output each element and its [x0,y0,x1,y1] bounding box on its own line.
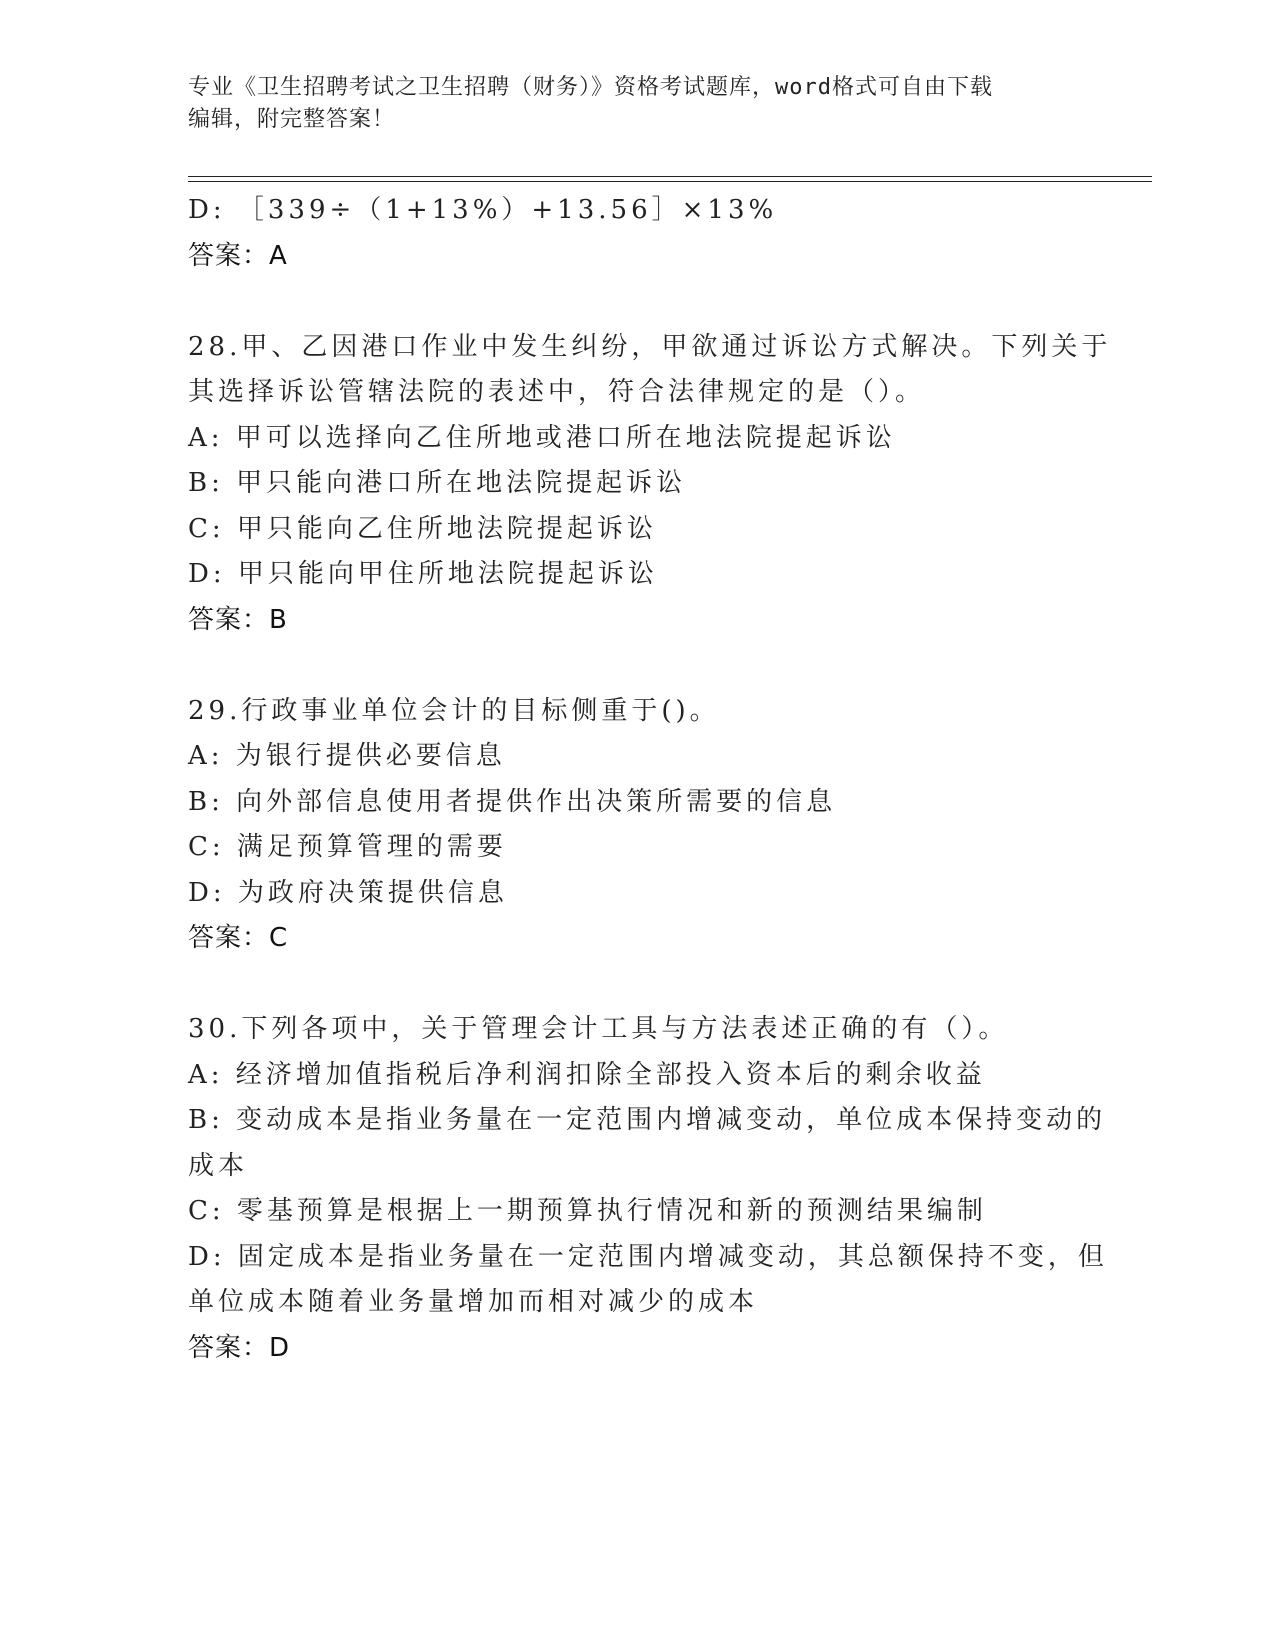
option-a: A: 经济增加值指税后净利润扣除全部投入资本后的剩余收益 [188,1059,986,1090]
option-d: D: 固定成本是指业务量在一定范围内增减变动，其总额保持不变，但 [188,1241,1108,1272]
option-d-continued: 单位成本随着业务量增加而相对减少的成本 [188,1287,759,1317]
spacer [188,962,1088,1008]
option-a: A: 甲可以选择向乙住所地或港口所在地法院提起诉讼 [188,422,896,453]
answer: 答案：B [188,604,288,635]
question-29 [188,689,1088,962]
option-c: C: 零基预算是根据上一期预算执行情况和新的预测结果编制 [188,1196,987,1226]
question-stem: 29.行政事业单位会计的目标侧重于()。 [188,695,720,726]
option-d: D: 为政府决策提供信息 [188,877,508,908]
header-line-2: 编辑，附完整答案！ [188,107,396,132]
option-b: B: 向外部信息使用者提供作出决策所需要的信息 [188,786,837,817]
option-b: B: 甲只能向港口所在地法院提起诉讼 [188,468,687,498]
spacer [188,643,1088,689]
option-c: C: 满足预算管理的需要 [188,832,507,862]
question-stem-continued: 其选择诉讼管辖法院的表述中，符合法律规定的是（）。 [188,377,926,407]
question-stem: 30.下列各项中，关于管理会计工具与方法表述正确的有（）。 [188,1014,1009,1044]
option-d: D: ［339÷（1+13%）+13.56］×13% [188,195,778,225]
option-b: B: 变动成本是指业务量在一定范围内增减变动，单位成本保持变动的 [188,1105,1107,1135]
header-line-1: 专业《卫生招聘考试之卫生招聘（财务）》资格考试题库，word格式可自由下载 [188,75,993,100]
option-d: D: 甲只能向甲住所地法院提起诉讼 [188,559,658,589]
question-28 [188,325,1112,644]
option-a: A: 为银行提供必要信息 [188,741,506,771]
header-divider-bottom [188,181,1152,182]
answer: 答案：C [188,923,289,953]
page-header [188,72,1088,136]
question-stem: 28.甲、乙因港口作业中发生纠纷，甲欲通过诉讼方式解决。下列关于 [188,331,1112,362]
option-b-continued: 成本 [188,1150,249,1181]
question-27-tail [188,188,1088,279]
header-divider-top [188,176,1152,177]
question-list [188,188,1112,1371]
spacer [188,279,1088,325]
answer: 答案：A [188,240,288,271]
question-30 [188,1007,1108,1371]
answer: 答案：D [188,1332,291,1363]
option-c: C: 甲只能向乙住所地法院提起诉讼 [188,513,657,544]
